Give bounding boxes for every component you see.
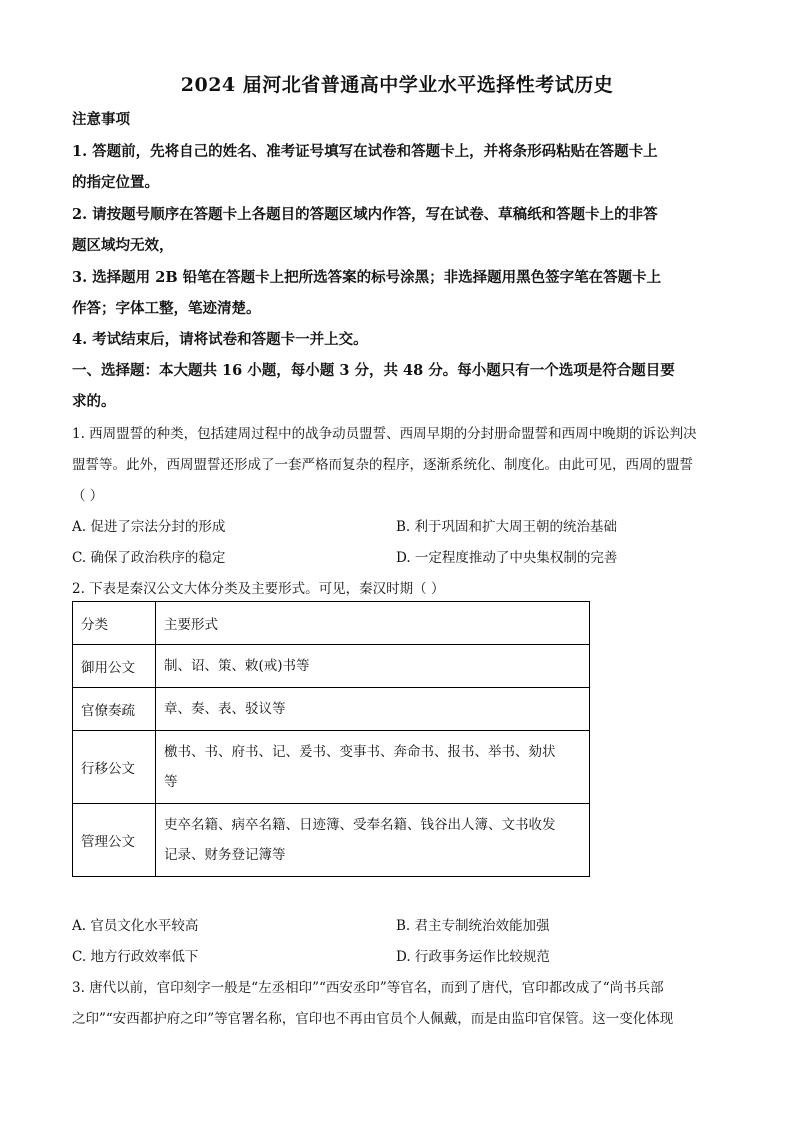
- page-title: 2024 届河北省普通高中学业水平选择性考试历史: [180, 74, 614, 96]
- section-heading: 求的。: [72, 393, 116, 410]
- table-cell-text: 等: [164, 774, 178, 790]
- question-2-option-a: A. 官员文化水平较高: [72, 918, 199, 934]
- table-cell-text: 制、诏、策、敕(戒)书等: [164, 658, 310, 674]
- section-heading: 一、选择题：本大题共 16 小题，每小题 3 分，共 48 分。每小题只有一个选项是符合题目要: [72, 362, 675, 379]
- table-cell-category: 行移公文: [73, 731, 156, 804]
- table-cell-text: 记录、财务登记簿等: [164, 847, 286, 863]
- notice-line: 的指定位置。: [72, 174, 159, 191]
- question-2-option-b: B. 君主专制统治效能加强: [396, 918, 550, 934]
- question-1-stem: 1. 西周盟誓的种类，包括建周过程中的战争动员盟誓、西周早期的分封册命盟誓和西周中晚期的诉讼判决: [72, 426, 697, 442]
- question-1-option-a: A. 促进了宗法分封的形成: [72, 519, 226, 535]
- table-cell-forms: [156, 645, 590, 688]
- table-cell-text: 吏卒名籍、病卒名籍、日迹簿、受奉名籍、钱谷出人簿、文书收发: [164, 817, 556, 833]
- table-row: [73, 804, 590, 877]
- table-cell-text: 檄书、书、府书、记、爰书、变事书、奔命书、报书、举书、劾状: [164, 744, 556, 760]
- table-row: [73, 731, 590, 804]
- question-1-stem: （ ）: [72, 488, 104, 504]
- table-cell-forms: [156, 804, 590, 877]
- question-1-option-d: D. 一定程度推动了中央集权制的完善: [396, 550, 618, 566]
- question-1-option-b: B. 利于巩固和扩大周王朝的统治基础: [396, 519, 618, 535]
- table-cell-category: 官僚奏疏: [73, 688, 156, 731]
- notice-line: 4. 考试结束后，请将试卷和答题卡一并上交。: [72, 331, 368, 348]
- question-2-option-c: C. 地方行政效率低下: [72, 949, 199, 965]
- notice-line: 作答；字体工整，笔迹清楚。: [72, 300, 261, 317]
- table-cell-category: 管理公文: [73, 804, 156, 877]
- table-header-cell: 主要形式: [156, 602, 590, 645]
- notice-line: 题区域均无效，: [72, 237, 174, 254]
- table-cell-forms: [156, 731, 590, 804]
- table-header-cell: 分类: [73, 602, 156, 645]
- notice-line: 2. 请按题号顺序在答题卡上各题目的答题区域内作答，写在试卷、草稿纸和答题卡上的非答: [72, 206, 658, 223]
- table-header-row: [73, 602, 590, 645]
- table-row: [73, 645, 590, 688]
- question-3-stem: 之印”“安西都护府之印”等官署名称，官印也不再由官员个人佩戴，而是由监印官保管。这一变化体现: [72, 1011, 674, 1027]
- table-cell-forms: [156, 688, 590, 731]
- question-2-stem: 2. 下表是秦汉公文大体分类及主要形式。可见，秦汉时期（ ）: [72, 581, 445, 597]
- table-cell-category: 御用公文: [73, 645, 156, 688]
- table-cell-text: 章、奏、表、驳议等: [164, 701, 286, 717]
- question-2-option-d: D. 行政事务运作比较规范: [396, 949, 550, 965]
- notice-line: 3. 选择题用 2B 铅笔在答题卡上把所选答案的标号涂黑；非选择题用黑色签字笔在答题卡上: [72, 269, 662, 286]
- qin-han-document-table: [72, 601, 590, 877]
- question-1-stem: 盟誓等。此外，西周盟誓还形成了一套严格而复杂的程序，逐渐系统化、制度化。由此可见，西周的盟誓: [72, 457, 693, 473]
- notice-heading: 注意事项: [72, 111, 130, 128]
- notice-line: 1. 答题前，先将自己的姓名、准考证号填写在试卷和答题卡上，并将条形码粘贴在答题卡上: [72, 143, 658, 160]
- question-1-option-c: C. 确保了政治秩序的稳定: [72, 550, 226, 566]
- question-3-stem: 3. 唐代以前，官印刻字一般是“左丞相印”“西安丞印”等官名，而到了唐代，官印都改成了“尚书兵部: [72, 980, 664, 996]
- table-row: [73, 688, 590, 731]
